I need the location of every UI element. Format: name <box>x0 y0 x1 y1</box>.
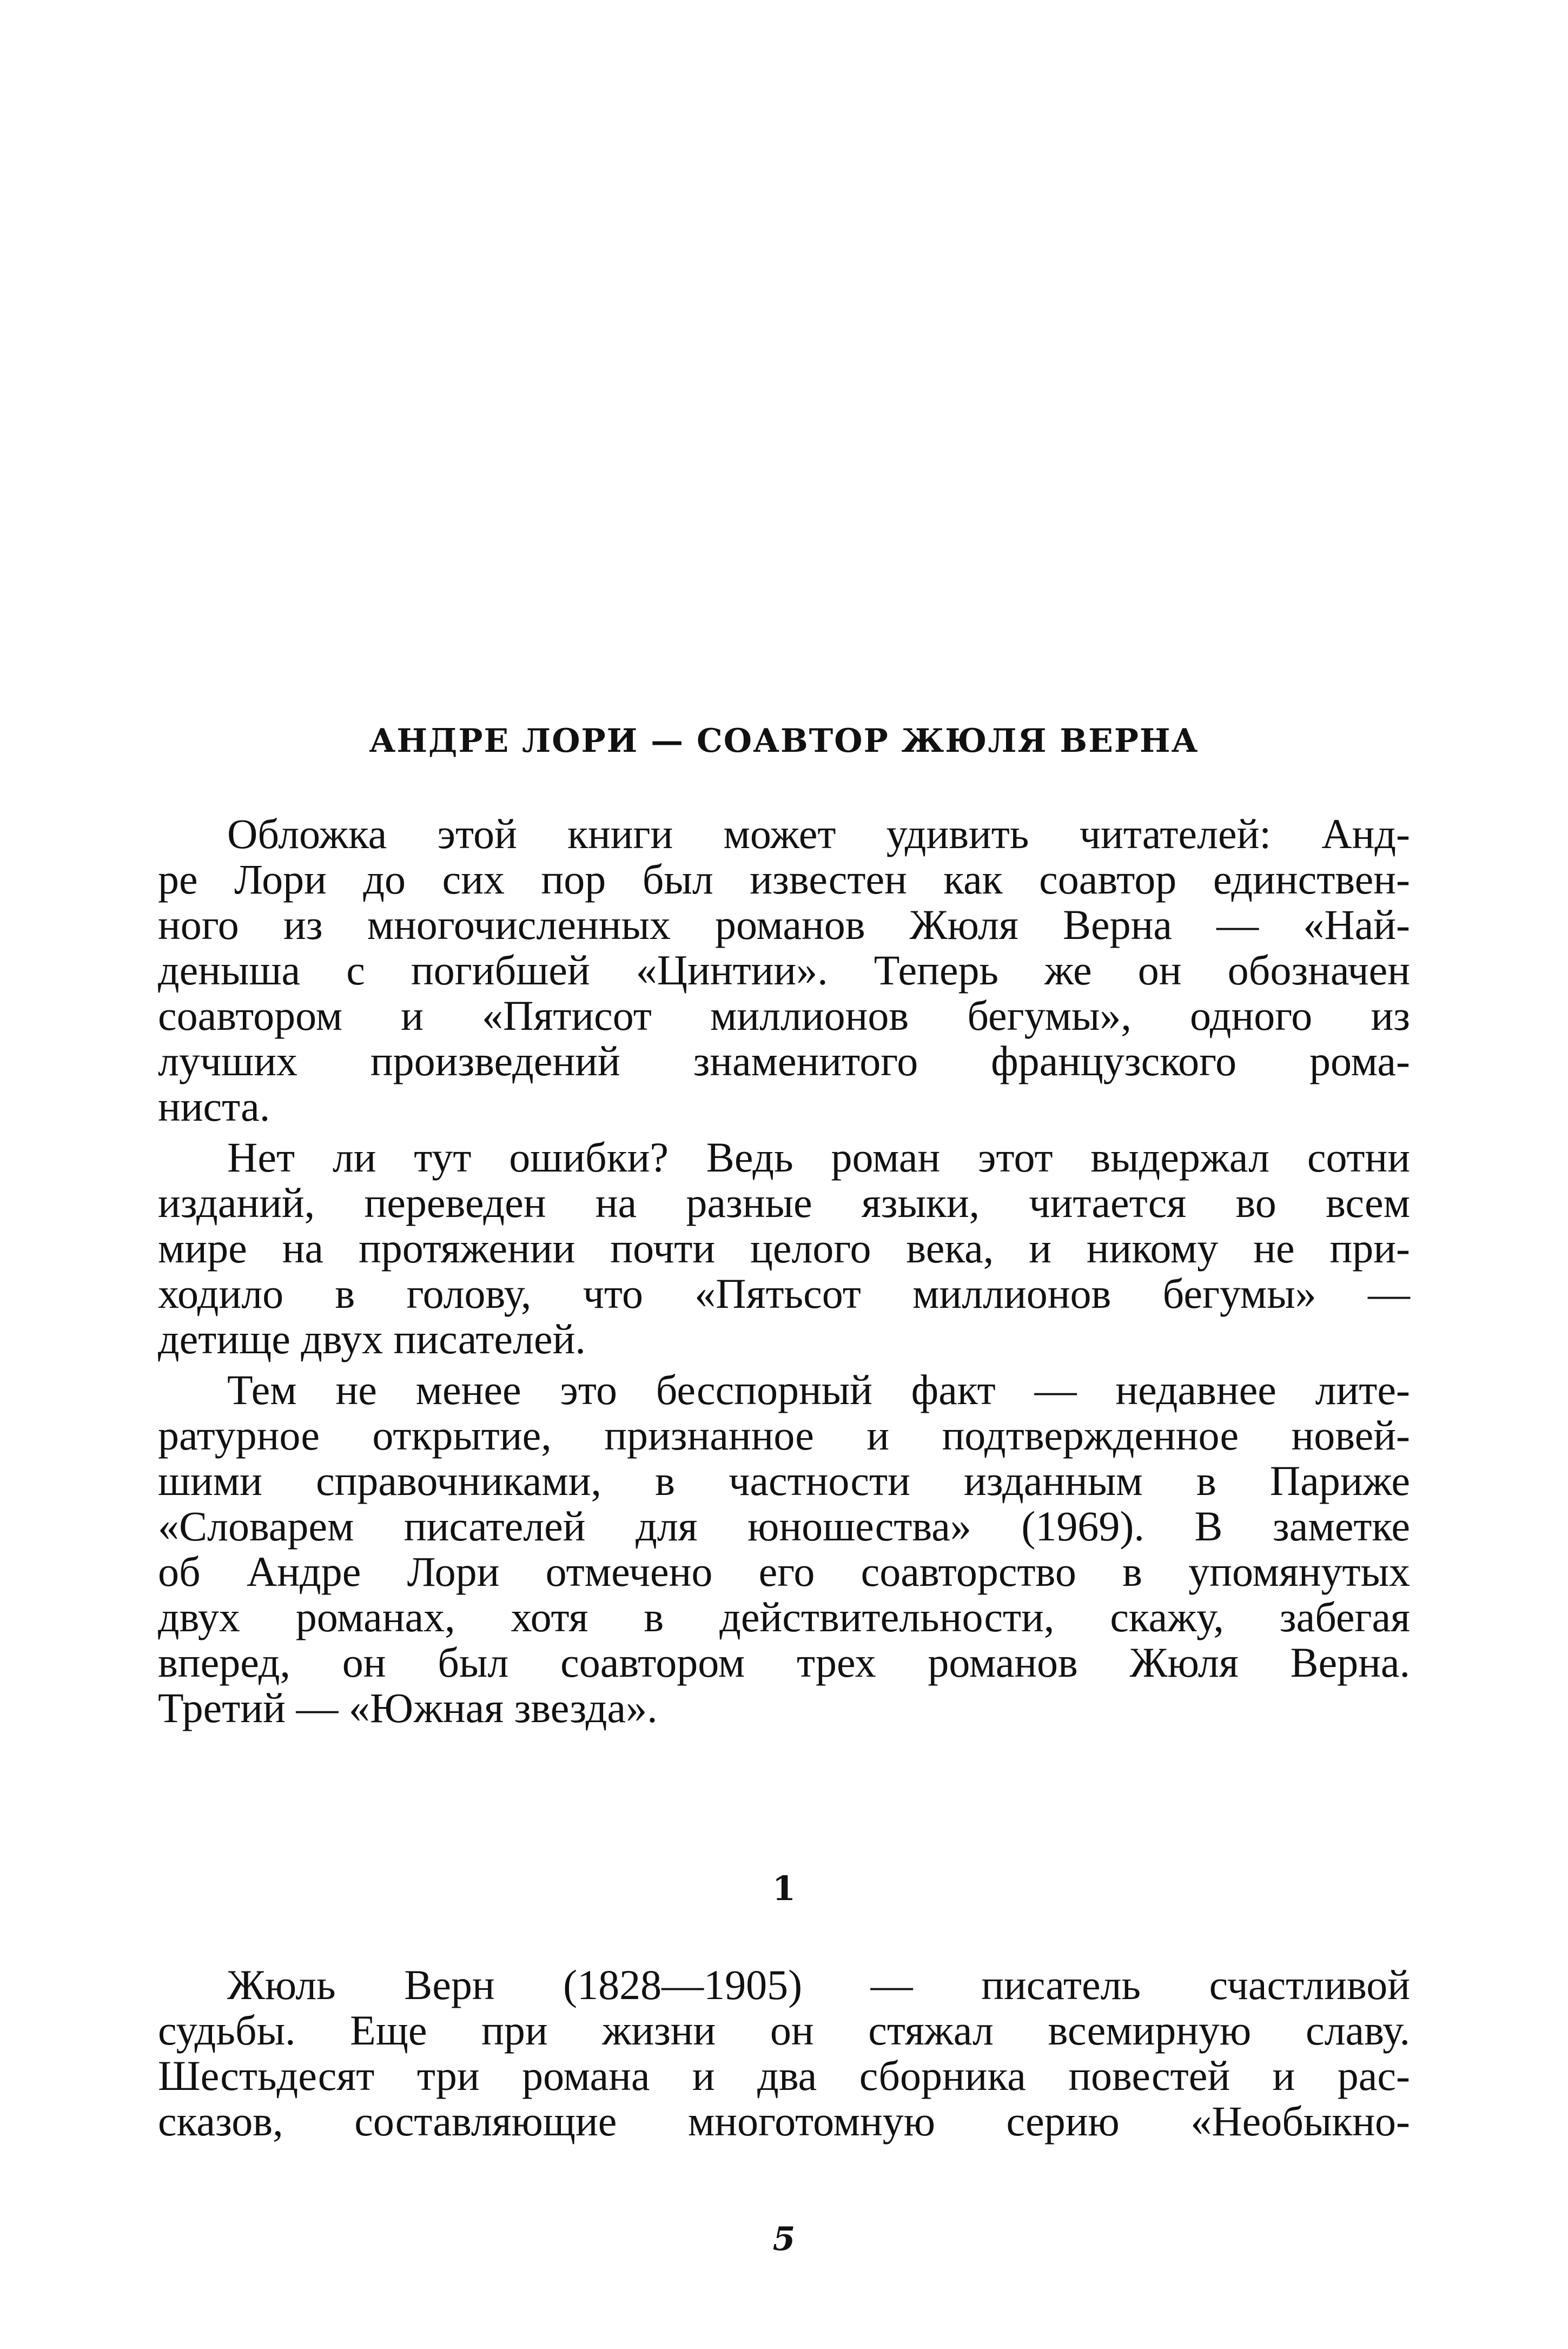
paragraph-3 <box>158 1367 1410 1731</box>
text-line: деныша с погибшей «Цинтии». Теперь же он обозначен <box>158 947 1410 994</box>
text-line: соавтором и «Пятисот миллионов бегумы», одного из <box>158 992 1410 1039</box>
text-line: Третий — «Южная звезда». <box>158 1684 658 1731</box>
text-line: мире на протяжении почти целого века, и никому не при- <box>158 1225 1410 1272</box>
text-line: ниста. <box>158 1083 270 1130</box>
text-line: Тем не менее это бесспорный факт — недавнее лите- <box>227 1366 1410 1413</box>
text-line: ратурное открытие, признанное и подтвержденное новей- <box>158 1412 1410 1459</box>
text-line: изданий, переведен на разные языки, читается во всем <box>158 1179 1410 1226</box>
text-line: ходило в голову, что «Пятьсот миллионов бегумы» — <box>158 1270 1410 1317</box>
page-number: 5 <box>772 2220 796 2258</box>
text-line: ре Лори до сих пор был известен как соавтор единствен- <box>158 856 1410 903</box>
text-line: ного из многочисленных романов Жюля Верна — «Най- <box>158 901 1410 948</box>
text-line: «Словарем писателей для юношества» (1969). В заметке <box>158 1503 1410 1550</box>
text-line: Жюль Верн (1828—1905) — писатель счастливой <box>227 1961 1410 2008</box>
text-line: детище двух писателей. <box>158 1315 586 1362</box>
text-line: об Андре Лори отмечено его соавторство в упомянутых <box>158 1548 1410 1595</box>
paragraph-1 <box>158 811 1410 1129</box>
text-line: судьбы. Еще при жизни он стяжал всемирную славу. <box>158 2007 1410 2054</box>
text-line: вперед, он был соавтором трех романов Жюля Верна. <box>158 1639 1410 1686</box>
text-line: Шестьдесят три романа и два сборника повестей и рас- <box>158 2052 1410 2099</box>
text-line: лучших произведений знаменитого французского рома- <box>158 1037 1410 1084</box>
section-number: 1 <box>772 1869 796 1908</box>
text-line: сказов, составляющие многотомную серию «Необыкно- <box>158 2097 1410 2145</box>
section-paragraph <box>158 1962 1410 2144</box>
text-line: Нет ли тут ошибки? Ведь роман этот выдержал сотни <box>227 1134 1410 1181</box>
paragraph-2 <box>158 1135 1410 1362</box>
text-line: двух романах, хотя в действительности, скажу, забегая <box>158 1593 1410 1640</box>
text-line: Обложка этой книги может удивить читателей: Анд- <box>227 810 1410 857</box>
text-line: шими справочниками, в частности изданным в Париже <box>158 1457 1410 1504</box>
chapter-title: АНДРЕ ЛОРИ — СОАВТОР ЖЮЛЯ ВЕРНА <box>369 722 1199 760</box>
